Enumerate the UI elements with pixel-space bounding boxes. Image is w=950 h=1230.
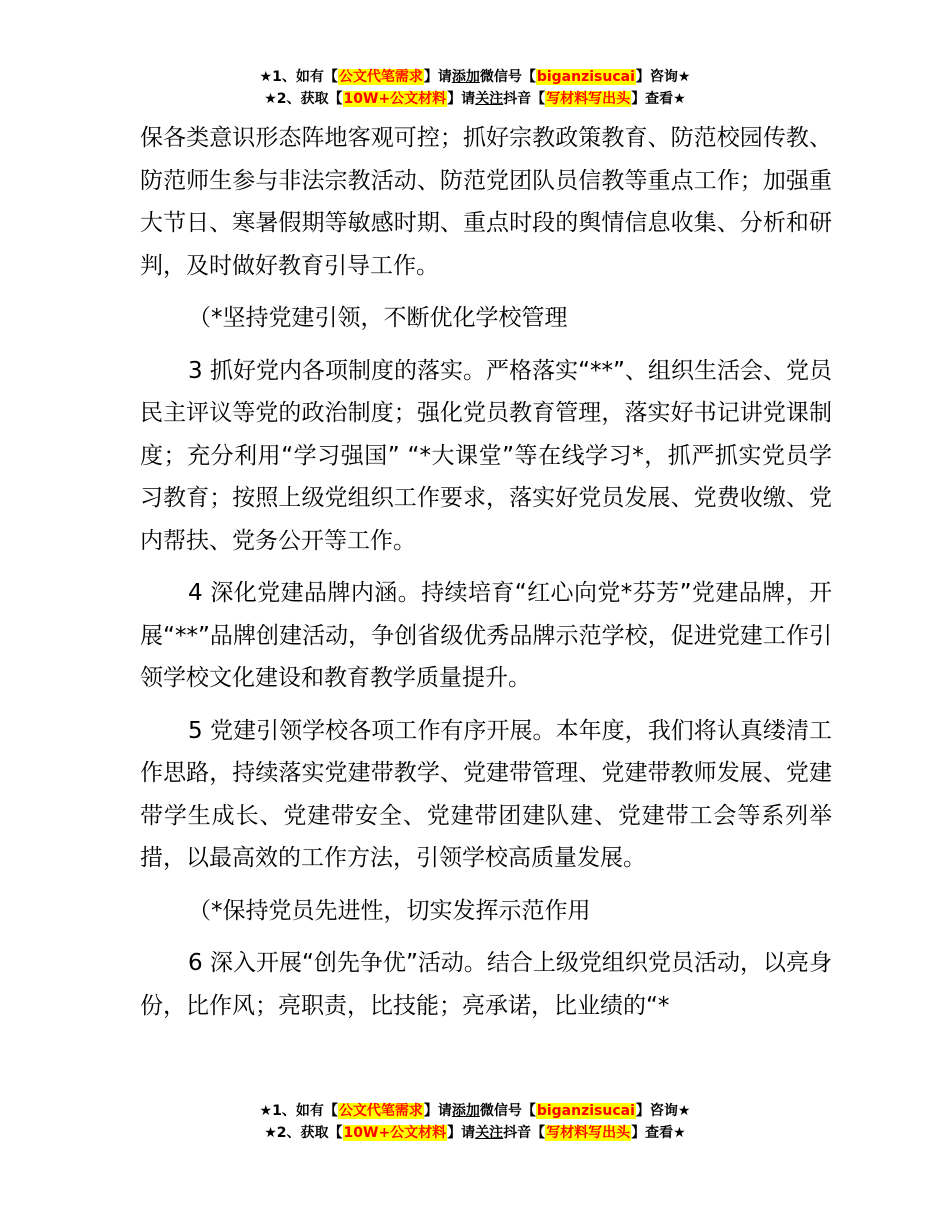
banner-text: 抖音【 — [503, 1125, 546, 1141]
banner-text: ★2、获取【 — [264, 1125, 343, 1141]
body-paragraph: 5 党建引领学校各项工作有序开展。本年度，我们将认真缕清工作思路，持续落实党建带教学、党建带管理、党建带教师发展、党建带学生成长、党建带安全、党建带团建队建、党建带工会等系列举措，以最高效的工作方法，引领学校高质量发展。 — [140, 717, 832, 871]
highlight-douyin: 写材料写出头 — [546, 1125, 631, 1141]
highlight-ghostwriting: 公文代笔需求 — [338, 1103, 423, 1119]
banner-underlined-text: 关注 — [475, 1125, 504, 1141]
banner-text: ★2、获取【 — [264, 91, 343, 107]
banner-text: ★1、如有【 — [259, 69, 338, 85]
body-paragraph: 6 深入开展“创先争优”活动。结合上级党组织党员活动，以亮身份，比作风；亮职责，比技能；亮承诺，比业绩的“* — [140, 950, 832, 1019]
banner-text: 】请 — [447, 1125, 476, 1141]
banner-text: 】咨询★ — [635, 1103, 691, 1119]
banner-underlined-text: 关注 — [475, 91, 504, 107]
highlight-materials: 10W+公文材料 — [343, 1125, 447, 1141]
footer-banner — [0, 1100, 950, 1144]
highlight-materials: 10W+公文材料 — [343, 91, 447, 107]
banner-underlined-text: 添加 — [451, 69, 480, 85]
banner-line-2 — [0, 88, 950, 110]
body-paragraph: 3 抓好党内各项制度的落实。严格落实“**”、组织生活会、党员民主评议等党的政治制度；强化党员教育管理，落实好书记讲党课制度；充分利用“学习强国” “*大课堂”等在线学习*，抓严抓实党员学习教育；按照上级党组织工作要求，落实好党员发展、党费收缴、党内帮扶、党务公开等工作。 — [140, 357, 832, 554]
highlight-ghostwriting: 公文代笔需求 — [338, 69, 423, 85]
highlight-wechat-id: biganzisucai — [536, 1103, 635, 1119]
document-body — [140, 117, 832, 1037]
banner-line-1 — [0, 1100, 950, 1122]
banner-line-2 — [0, 1122, 950, 1144]
banner-text: 微信号【 — [479, 1103, 536, 1119]
highlight-wechat-id: biganzisucai — [536, 69, 635, 85]
highlight-douyin: 写材料写出头 — [546, 91, 631, 107]
body-paragraph: 4 深化党建品牌内涵。持续培育“红心向党*芬芳”党建品牌，开展“**”品牌创建活动，争创省级优秀品牌示范学校，促进党建工作引领学校文化建设和教育教学质量提升。 — [140, 580, 832, 691]
banner-text: 】查看★ — [631, 1125, 686, 1141]
banner-text: 抖音【 — [503, 91, 546, 107]
banner-text: 】查看★ — [631, 91, 686, 107]
section-heading: （*坚持党建引领，不断优化学校管理 — [188, 305, 568, 331]
banner-text: ★1、如有【 — [259, 1103, 338, 1119]
banner-text: 】请 — [423, 1103, 452, 1119]
banner-text: 】咨询★ — [635, 69, 691, 85]
banner-line-1 — [0, 66, 950, 88]
banner-text: 】请 — [447, 91, 476, 107]
banner-underlined-text: 添加 — [451, 1103, 480, 1119]
header-banner — [0, 66, 950, 110]
section-heading: （*保持党员先进性，切实发挥示范作用 — [188, 897, 591, 924]
banner-text: 】请 — [423, 69, 452, 85]
banner-text: 微信号【 — [479, 69, 536, 85]
body-paragraph: 保各类意识形态阵地客观可控；抓好宗教政策教育、防范校园传教、防范师生参与非法宗教活动、防范党团队员信教等重点工作；加强重大节日、寒暑假期等敏感时期、重点时段的舆情信息收集、分析和研判，及时做好教育引导工作。 — [140, 125, 832, 279]
